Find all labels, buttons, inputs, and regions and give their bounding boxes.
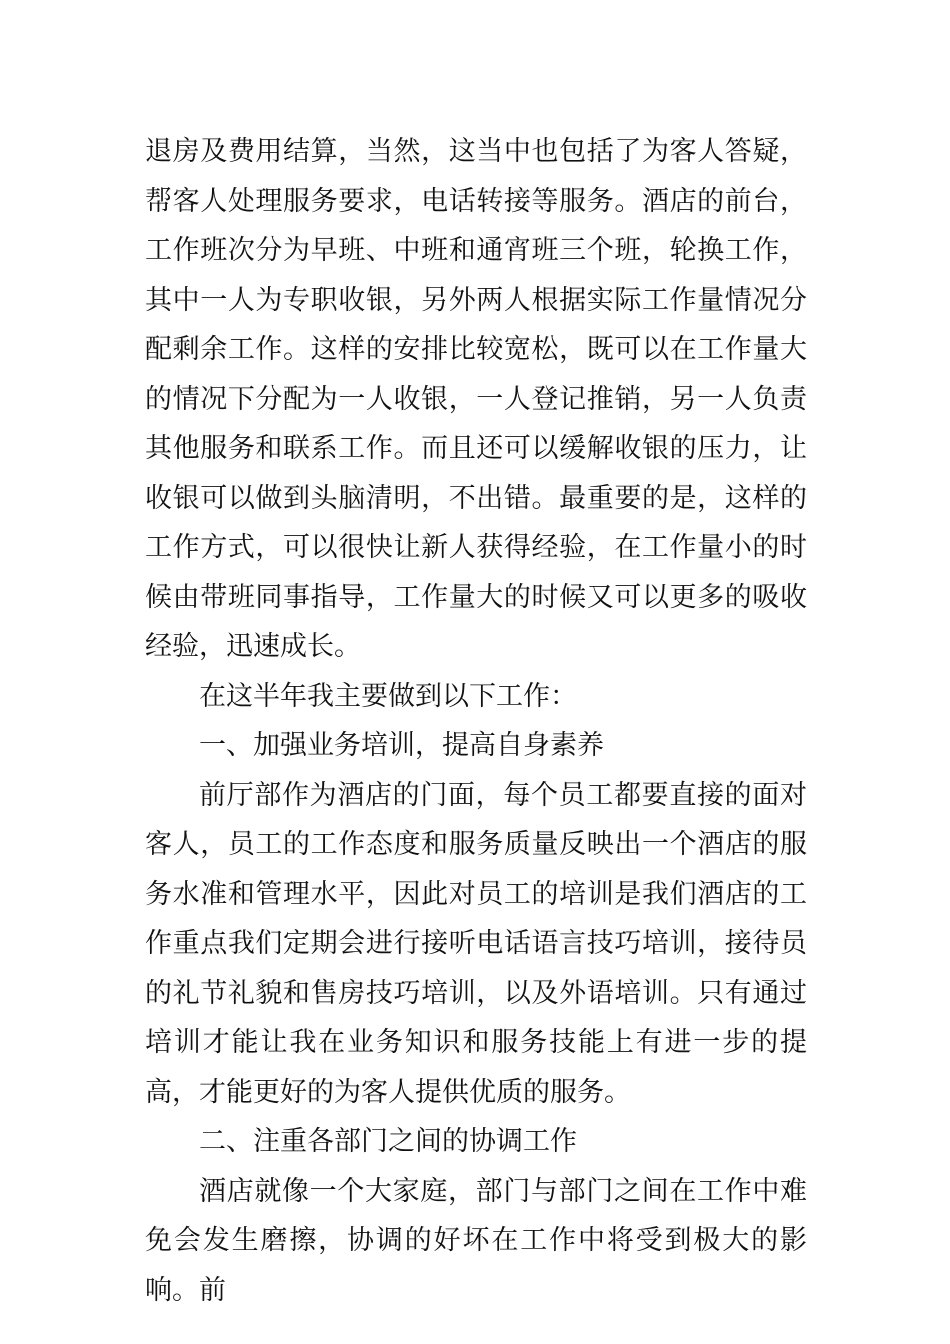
body-paragraph: 前厅部作为酒店的门面，每个员工都要直接的面对客人，员工的工作态度和服务质量反映出一个酒店的服务水准和管理水平，因此对员工的培训是我们酒店的工作重点我们定期会进行接听电话语言技巧培训，接待员的礼节礼貌和售房技巧培训，以及外语培训。只有通过培训才能让我在业务知识和服务技能上有进一步的提高，才能更好的为客人提供优质的服务。 xyxy=(145,779,807,1108)
intro-line: 在这半年我主要做到以下工作： xyxy=(199,680,577,712)
body-paragraph: 酒店就像一个大家庭，部门与部门之间在工作中难免会发生磨擦，协调的好坏在工作中将受到极大的影响。前 xyxy=(145,1175,807,1306)
section-heading-1: 一、加强业务培训，提高自身素养 xyxy=(199,730,604,761)
document-body xyxy=(145,127,807,1315)
section-heading-2: 二、注重各部门之间的协调工作 xyxy=(199,1126,577,1157)
body-paragraph: 退房及费用结算，当然，这当中也包括了为客人答疑，帮客人处理服务要求，电话转接等服务。酒店的前台，工作班次分为早班、中班和通宵班三个班，轮换工作，其中一人为专职收银，另外两人根据实际工作量情况分配剩余工作。这样的安排比较宽松，既可以在工作量大的情况下分配为一人收银，一人登记推销，另一人负责其他服务和联系工作。而且还可以缓解收银的压力，让收银可以做到头脑清明，不出错。最重要的是，这样的工作方式，可以很快让新人获得经验，在工作量小的时候由带班同事指导，工作量大的时候又可以更多的吸收经验，迅速成长。 xyxy=(145,136,807,662)
